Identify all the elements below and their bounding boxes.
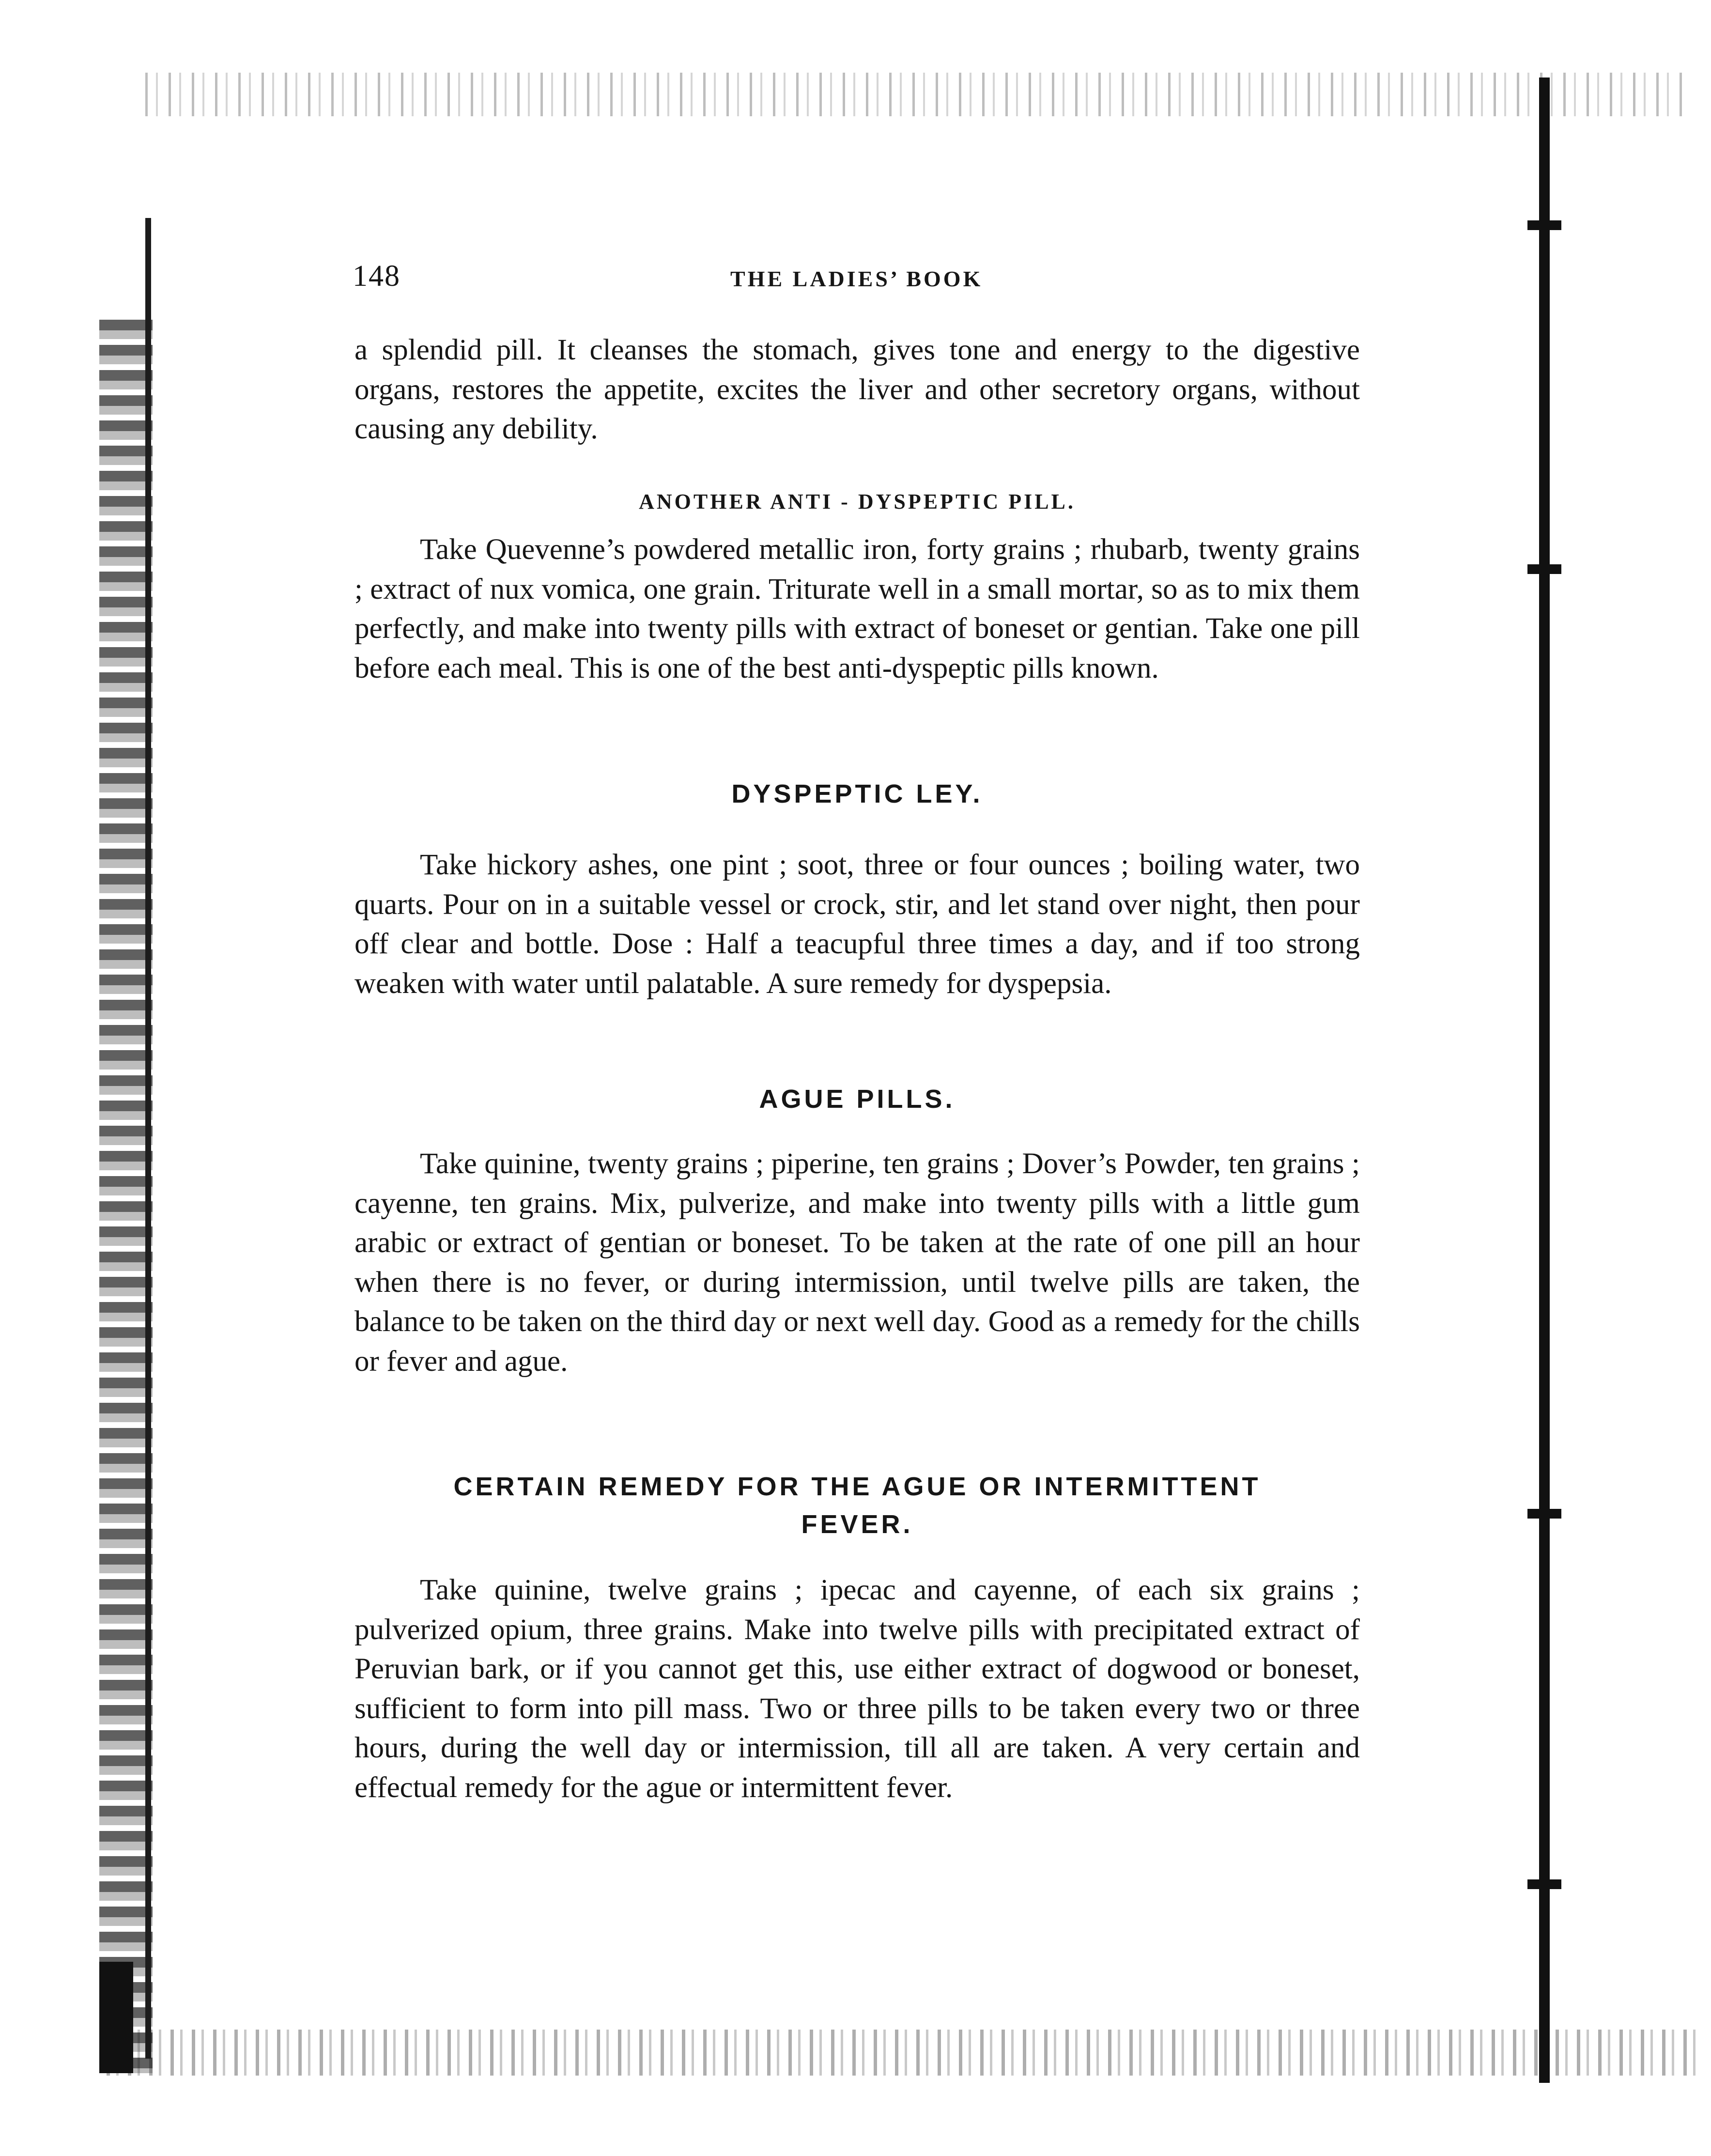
section-text-body: Take quinine, twelve grains ; ipecac and cayenne, of each six grains ; pulverized opium, three grains. Make into twelve pills with precipitated extract of Peruvian bark, or if you cannot get this, use either extract of dogwood or boneset, sufficient to form into pill mass. Two or three pills to be taken every two or three hours, during the well day or intermission, till all are taken. A very certain and effectual remedy for the ague or intermittent fever. (355, 1574, 1360, 1804)
section-text-body: Take Quevenne’s powdered metallic iron, forty grains ; rhubarb, twenty grains ; extract of nux vomica, one grain. Triturate well in a small mortar, so as to mix them perfectly, and make into twenty pills with extract of boneset or gentian. Take one pill before each meal. This is one of the best anti-dyspeptic pills known. (355, 533, 1360, 684)
section-text-anti-dyspeptic-pill (355, 530, 1360, 688)
section-text-certain-remedy (355, 1570, 1360, 1808)
scan-gutter-shadow (99, 1962, 133, 2073)
binding-spine (1539, 78, 1550, 2083)
section-heading-dyspeptic-ley: DYSPEPTIC LEY. (731, 779, 983, 808)
spine-notch (1527, 1509, 1561, 1519)
section-text-ague-pills (355, 1144, 1360, 1381)
scan-noise-bottom (107, 2030, 1700, 2076)
scan-noise-top (145, 73, 1685, 116)
spine-notch (1527, 564, 1561, 574)
section-heading-anti-dyspeptic-pill: ANOTHER ANTI - DYSPEPTIC PILL. (639, 490, 1076, 513)
section-heading-ague-pills: AGUE PILLS. (759, 1085, 956, 1114)
section-text-dyspeptic-ley (355, 845, 1360, 1003)
running-head (353, 259, 1365, 298)
scan-gutter-left (99, 320, 153, 2073)
running-title: THE LADIES’ BOOK (730, 266, 983, 291)
section-heading-certain-remedy: CERTAIN REMEDY FOR THE AGUE OR INTERMITTENT FEVER. (453, 1472, 1261, 1539)
spine-notch (1527, 220, 1561, 230)
paragraph-continuation: a splendid pill. It cleanses the stomach, gives tone and energy to the digestive organs, restores the appetite, excites the liver and other secretory organs, without causing any debility. (355, 334, 1360, 446)
scan-gutter-line (145, 218, 151, 2059)
spine-notch (1527, 1879, 1561, 1889)
section-text-body: Take hickory ashes, one pint ; soot, three or four ounces ; boiling water, two quarts. Pour on in a suitable vessel or crock, stir, and let stand over night, then pour off clear and bottle. Dose : Half a teacupful three times a day, and if too strong weaken with water until palatable. A sure remedy for dyspepsia. (355, 849, 1360, 1000)
page-number: 148 (353, 260, 401, 293)
section-text-body: Take quinine, twenty grains ; piperine, ten grains ; Dover’s Powder, ten grains ; cayenne, ten grains. Mix, pulverize, and make into twenty pills with a little gum arabic or extract of gentian or boneset. To be taken at the rate of one pill an hour when there is no fever, or during intermission, until twelve pills are taken, the balance to be taken on the third day or next well day. Good as a remedy for the chills or fever and ague. (355, 1148, 1360, 1378)
